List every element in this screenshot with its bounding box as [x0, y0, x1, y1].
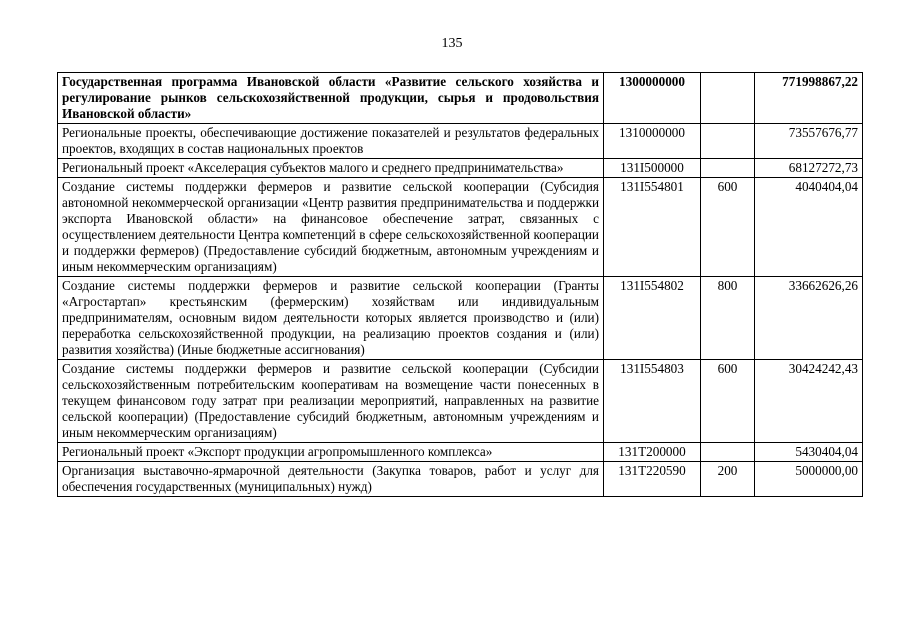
row-sum-cell: 68127272,73 — [755, 159, 863, 178]
row-sum-cell: 73557676,77 — [755, 124, 863, 159]
table-row — [58, 159, 863, 178]
row-name-cell: Организация выставочно-ярмарочной деятельности (Закупка товаров, работ и услуг для обеспечения государственных (муниципальных) нужд) — [58, 462, 604, 497]
budget-table — [57, 72, 863, 497]
table-row — [58, 124, 863, 159]
row-expense-type-cell — [701, 159, 755, 178]
row-sum-cell: 5430404,04 — [755, 443, 863, 462]
row-code-cell: 131I554802 — [604, 277, 701, 360]
row-name-cell: Региональный проект «Акселерация субъектов малого и среднего предпринимательства» — [58, 159, 604, 178]
row-code-cell: 131T220590 — [604, 462, 701, 497]
page-number: 135 — [441, 36, 463, 51]
row-code-cell: 131I554801 — [604, 178, 701, 277]
row-name-cell: Региональные проекты, обеспечивающие достижение показателей и результатов федеральных проектов, входящих в состав национальных проектов — [58, 124, 604, 159]
table-row — [58, 178, 863, 277]
row-code-cell: 1300000000 — [604, 73, 701, 124]
row-name-cell: Создание системы поддержки фермеров и развитие сельской кооперации (Гранты «Агростартап» крестьянским (фермерским) хозяйствам или индивидуальным предпринимателям, основным видом деятельности которых является производство и (или) переработка сельскохозяйственной продукции, на реализацию проектов создания и (или) развития хозяйства) (Иные бюджетные ассигнования) — [58, 277, 604, 360]
row-expense-type-cell — [701, 124, 755, 159]
row-name-cell: Создание системы поддержки фермеров и развитие сельской кооперации (Субсидия автономной некоммерческой организации «Центр развития предпринимательства и поддержки экспорта Ивановской области» на финансовое обеспечение затрат, связанных с осуществлением деятельности Центра компетенций в сфере сельскохозяйственной кооперации и поддержки фермеров) (Предоставление субсидий бюджетным, автономным учреждениям и иным некоммерческим организациям) — [58, 178, 604, 277]
table-row — [58, 443, 863, 462]
row-sum-cell: 771998867,22 — [755, 73, 863, 124]
row-code-cell: 131I554803 — [604, 360, 701, 443]
table-row — [58, 360, 863, 443]
table-row — [58, 462, 863, 497]
row-expense-type-cell: 800 — [701, 277, 755, 360]
row-name-cell: Создание системы поддержки фермеров и развитие сельской кооперации (Субсидии сельскохозяйственным потребительским кооперативам на возмещение части понесенных в текущем финансовом году затрат при реализации мероприятий, направленных на развитие сельской кооперации) (Предоставление субсидий бюджетным, автономным учреждениям и иным некоммерческим организациям) — [58, 360, 604, 443]
row-sum-cell: 33662626,26 — [755, 277, 863, 360]
row-name-cell: Региональный проект «Экспорт продукции агропромышленного комплекса» — [58, 443, 604, 462]
row-name-cell: Государственная программа Ивановской области «Развитие сельского хозяйства и регулирование рынков сельскохозяйственной продукции, сырья и продовольствия Ивановской области» — [58, 73, 604, 124]
table-row — [58, 277, 863, 360]
row-code-cell: 131I500000 — [604, 159, 701, 178]
row-sum-cell: 30424242,43 — [755, 360, 863, 443]
row-expense-type-cell: 600 — [701, 178, 755, 277]
row-sum-cell: 4040404,04 — [755, 178, 863, 277]
row-code-cell: 1310000000 — [604, 124, 701, 159]
row-expense-type-cell: 200 — [701, 462, 755, 497]
row-sum-cell: 5000000,00 — [755, 462, 863, 497]
table-row — [58, 73, 863, 124]
row-code-cell: 131T200000 — [604, 443, 701, 462]
row-expense-type-cell — [701, 73, 755, 124]
row-expense-type-cell — [701, 443, 755, 462]
row-expense-type-cell: 600 — [701, 360, 755, 443]
